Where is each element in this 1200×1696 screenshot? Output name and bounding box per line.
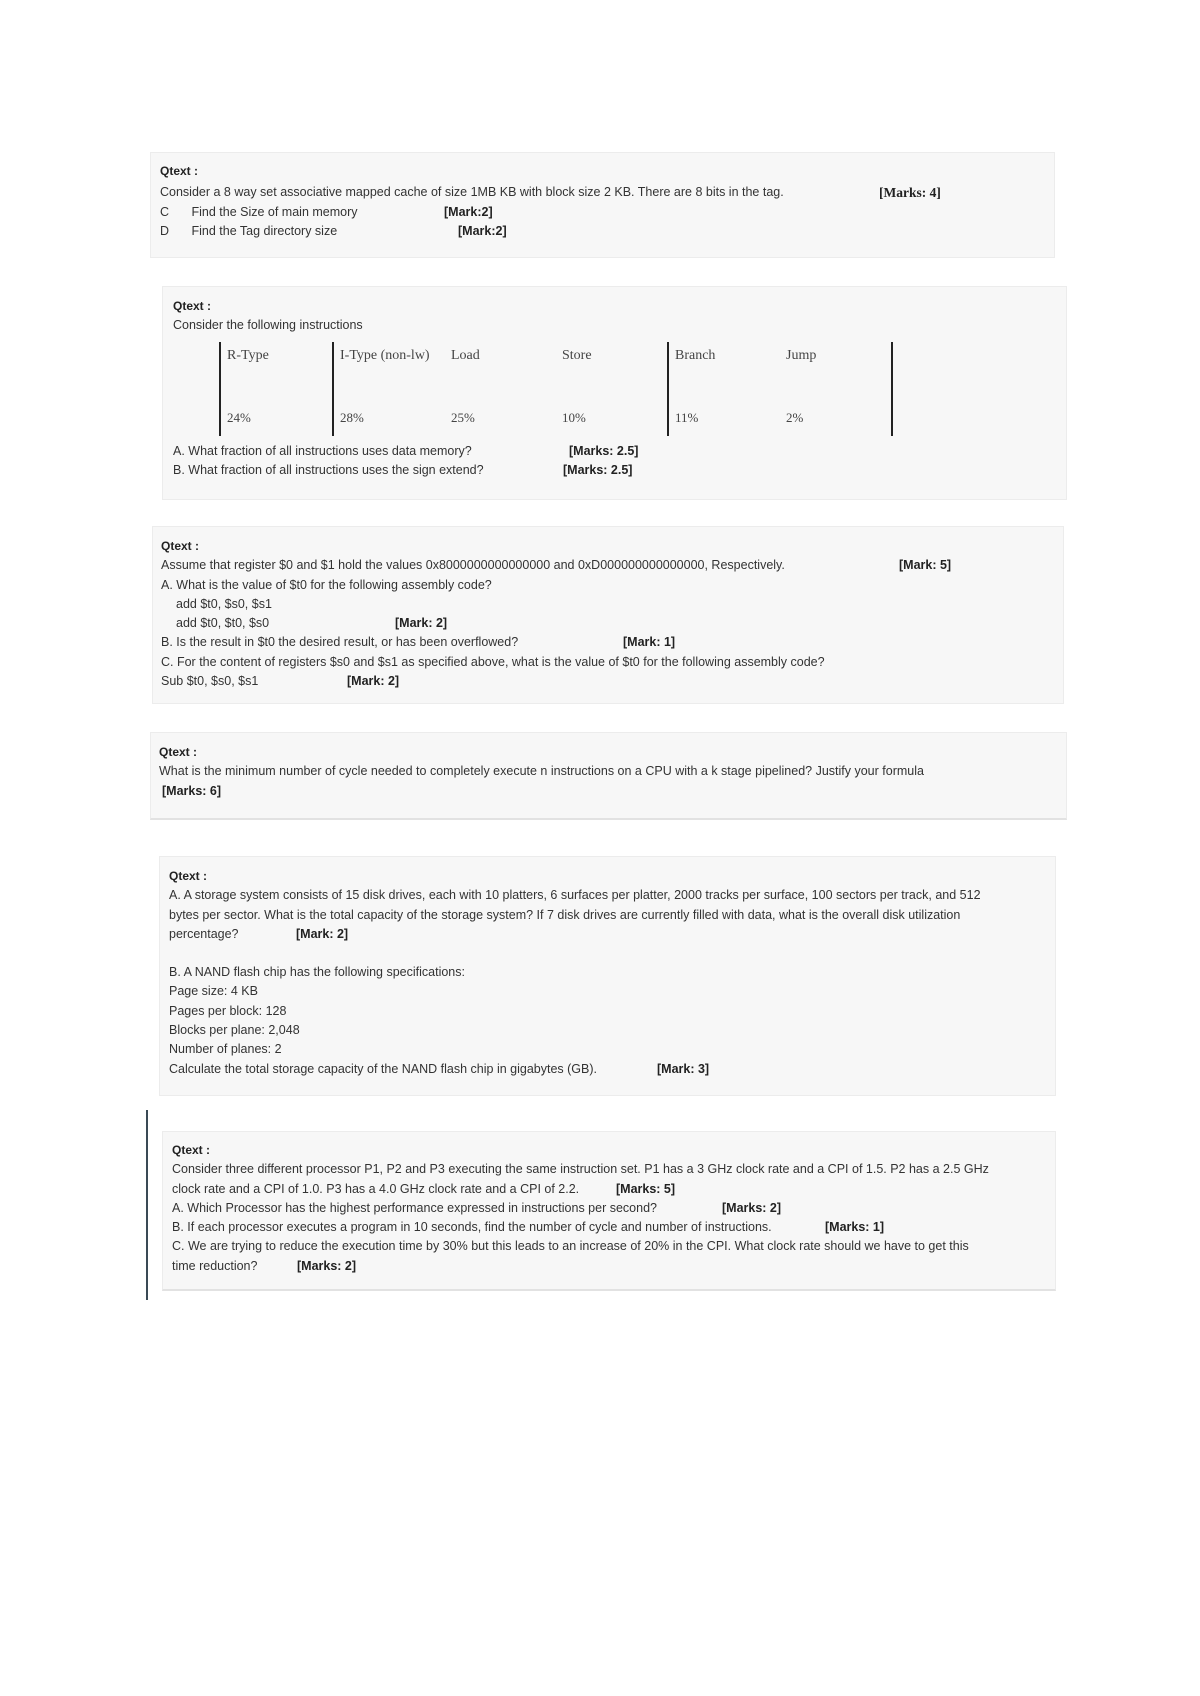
part-a-text: A. What fraction of all instructions uses data memory?	[173, 443, 472, 458]
instruction-mix-table	[219, 342, 893, 436]
part-b-question: Calculate the total storage capacity of the NAND flash chip in gigabytes (GB).	[169, 1061, 597, 1076]
part-a-text: A. What is the value of $t0 for the following assembly code?	[161, 577, 492, 592]
table-header: Branch	[668, 342, 780, 400]
marks-label: [Marks: 1]	[825, 1220, 885, 1235]
table-cell: 25%	[451, 409, 475, 425]
table-header: Store	[562, 347, 592, 363]
qtext-label: Qtext :	[161, 539, 200, 553]
part-c-text: C. For the content of registers $s0 and $s1 as specified above, what is the value of $t0 for the following assembly code?	[161, 654, 825, 669]
part-a-text: A. Which Processor has the highest performance expressed in instructions per second?	[172, 1200, 657, 1215]
table-cell: 24%	[220, 400, 333, 436]
left-accent-bar	[146, 1110, 148, 1300]
qtext-label: Qtext :	[173, 299, 212, 313]
qtext-label: Qtext :	[160, 164, 199, 178]
table-header: I-Type (non-lw)	[333, 342, 445, 400]
table-cell: 11%	[668, 400, 780, 436]
question-text: What is the minimum number of cycle needed to completely execute n instructions on a CPU with a k stage pipelined? Justify your formula	[159, 764, 924, 779]
marks-label: [Mark: 1]	[623, 635, 676, 650]
qtext-label: Qtext :	[172, 1143, 211, 1157]
spec-item: Blocks per plane: 2,048	[169, 1023, 300, 1038]
part-b-text: B. A NAND flash chip has the following specifications:	[169, 965, 465, 980]
question-card-6	[162, 1131, 1056, 1291]
code-line: Sub $t0, $s0, $s1	[161, 674, 259, 689]
marks-label: [Mark: 5]	[899, 558, 952, 573]
table-cell: 2%	[780, 400, 892, 436]
question-text: percentage?	[169, 926, 239, 941]
code-line: add $t0, $s0, $s1	[176, 596, 272, 611]
qtext-label: Qtext :	[159, 745, 198, 759]
table-cell: 28%	[333, 400, 445, 436]
question-text: bytes per sector. What is the total capacity of the storage system? If 7 disk drives are currently filled with data, what is the overall disk utilization	[169, 907, 961, 922]
spec-item: Number of planes: 2	[169, 1042, 282, 1057]
question-card-1	[150, 152, 1055, 258]
marks-label: [Marks: 2.5]	[563, 462, 633, 477]
marks-label: [Marks: 5]	[616, 1181, 676, 1196]
part-b-text: B. What fraction of all instructions uses the sign extend?	[173, 462, 484, 477]
marks-label: [Marks: 2]	[722, 1200, 782, 1215]
table-header: Load	[451, 347, 480, 363]
part-item: C Find the Size of main memory [Mark:2]	[160, 204, 493, 219]
marks-label: [Mark: 2]	[395, 616, 448, 631]
qtext-label: Qtext :	[169, 869, 208, 883]
question-text: Consider a 8 way set associative mapped cache of size 1MB KB with block size 2 KB. There are 8 bits in the tag.	[160, 185, 784, 200]
table-header: Jump	[780, 342, 892, 400]
question-card-3	[152, 526, 1064, 704]
marks-label: [Mark: 2]	[347, 674, 400, 689]
question-card-4	[150, 732, 1067, 820]
marks-label: [Marks: 4]	[879, 185, 941, 201]
spec-item: Pages per block: 128	[169, 1003, 287, 1018]
spec-item: Page size: 4 KB	[169, 984, 258, 999]
marks-label: [Marks: 2]	[297, 1258, 357, 1273]
part-c-text: C. We are trying to reduce the execution time by 30% but this leads to an increase of 20% in the CPI. What clock rate should we have to get this	[172, 1239, 969, 1254]
question-intro: Consider the following instructions	[173, 318, 363, 333]
table-cell: 10%	[562, 409, 586, 425]
marks-label: [Mark: 2]	[296, 926, 349, 941]
question-intro: Assume that register $0 and $1 hold the values 0x8000000000000000 and 0xD000000000000000, Respectively.	[161, 558, 785, 573]
question-text: A. A storage system consists of 15 disk drives, each with 10 platters, 6 surfaces per platter, 2000 tracks per surface, 100 sectors per track, and 512	[169, 888, 981, 903]
part-b-text: B. If each processor executes a program in 10 seconds, find the number of cycle and number of instructions.	[172, 1220, 772, 1235]
part-b-text: B. Is the result in $t0 the desired result, or has been overflowed?	[161, 635, 519, 650]
part-item: D Find the Tag directory size [Mark:2]	[160, 223, 507, 238]
code-line: add $t0, $t0, $s0	[176, 616, 270, 631]
marks-label: [Marks: 2.5]	[569, 443, 639, 458]
question-text: clock rate and a CPI of 1.0. P3 has a 4.0 GHz clock rate and a CPI of 2.2.	[172, 1181, 580, 1196]
part-c-text: time reduction?	[172, 1258, 258, 1273]
question-card-2	[162, 286, 1067, 500]
question-card-5	[159, 856, 1056, 1096]
marks-label: [Marks: 6]	[162, 783, 222, 798]
question-text: Consider three different processor P1, P2 and P3 executing the same instruction set. P1 has a 3 GHz clock rate and a CPI of 1.5. P2 has a 2.5 GHz	[172, 1162, 989, 1177]
marks-label: [Mark: 3]	[657, 1061, 710, 1076]
table-header: R-Type	[220, 342, 333, 400]
